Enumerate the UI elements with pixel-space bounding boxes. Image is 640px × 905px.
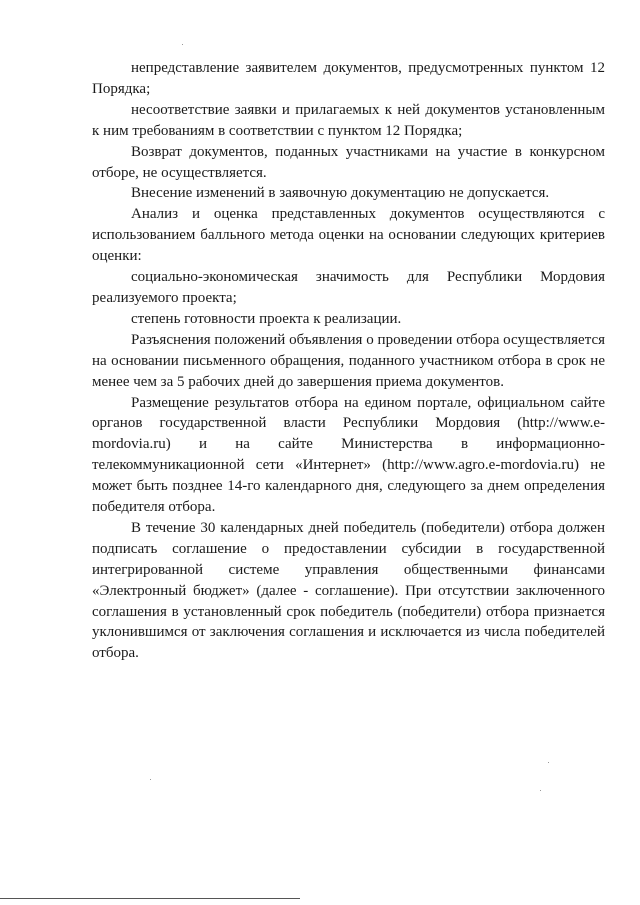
page-bottom-rule bbox=[0, 898, 300, 899]
paragraph-evaluation-method: Анализ и оценка представленных документов осуществляются с использованием балльного метода оценки на основании следующих критериев оценки: bbox=[92, 206, 605, 265]
scan-speck bbox=[150, 779, 151, 780]
paragraph-missing-documents: непредставление заявителем документов, предусмотренных пунктом 12 Порядка; bbox=[92, 60, 605, 97]
paragraph-results-publication: Размещение результатов отбора на едином портале, официальном сайте органов государственной власти Республики Мордовия (http://www.e-mordovia.ru) и на сайте Министерства в информационно-телекоммуникационной сети «Интернет» (http://www.agro.e-mordovia.ru) не может быть позднее 14-го календарного дня, следующего за днем определения победителя отбора. bbox=[92, 394, 605, 516]
scan-speck bbox=[182, 44, 183, 45]
paragraph-noncompliance: несоответствие заявки и прилагаемых к ней документов установленным к ним требованиям в соответствии с пунктом 12 Порядка; bbox=[92, 101, 605, 139]
paragraph-clarifications: Разъяснения положений объявления о проведении отбора осуществляется на основании письменного обращения, поданного участником отбора в срок не менее чем за 5 рабочих дней до завершения приема документов. bbox=[92, 331, 605, 390]
paragraph-no-changes: Внесение изменений в заявочную документацию не допускается. bbox=[131, 185, 550, 202]
paragraph-agreement-signing: В течение 30 календарных дней победитель (победители) отбора должен подписать соглашение о предоставлении субсидии в государственной интегрированной системе управления общественными финансами «Электронный бюджет» (далее - соглашение). При отсутствии заключенного соглашения в установленный срок победитель (победители) отбора признается уклонившимся от заключения соглашения и исключается из числа победителей отбора. bbox=[92, 519, 605, 662]
paragraph-criterion-readiness: степень готовности проекта к реализации. bbox=[131, 310, 402, 327]
paragraph-no-return: Возврат документов, поданных участниками на участие в конкурсном отборе, не осуществляется. bbox=[92, 143, 605, 181]
document-page bbox=[92, 58, 605, 664]
scan-speck bbox=[540, 790, 541, 791]
paragraph-criterion-significance: социально-экономическая значимость для Республики Мордовия реализуемого проекта; bbox=[92, 269, 605, 306]
scan-speck bbox=[548, 762, 549, 763]
